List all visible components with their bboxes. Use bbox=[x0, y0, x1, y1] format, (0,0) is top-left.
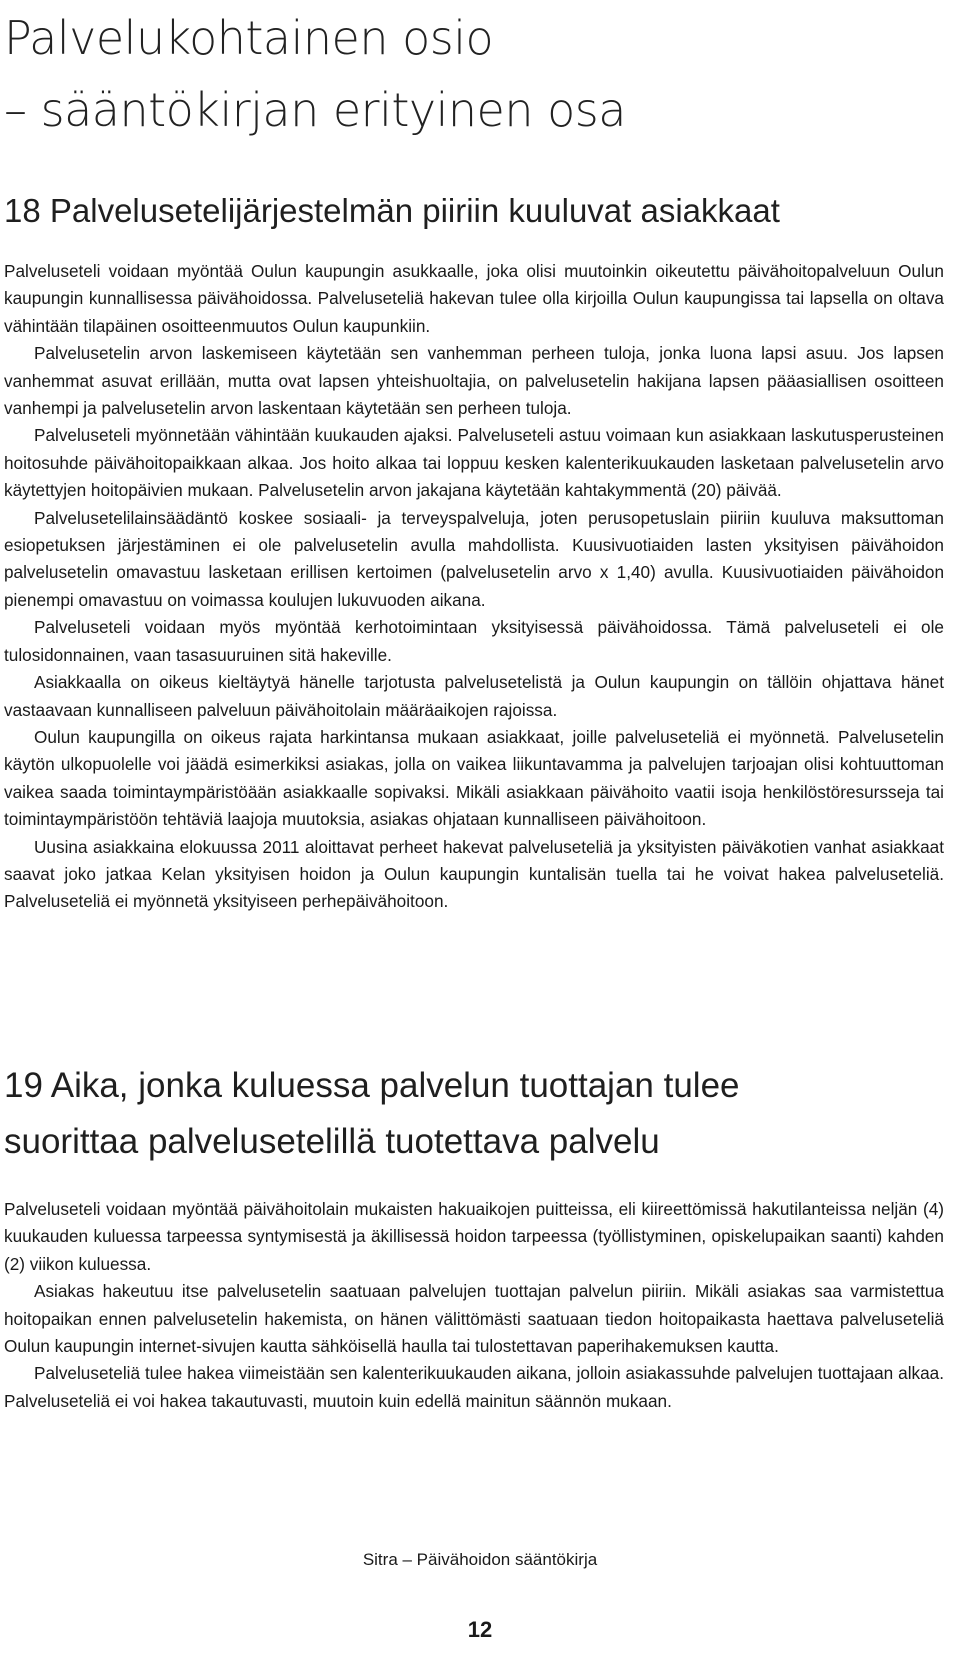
paragraph: Palveluseteliä tulee hakea viimeistään sen kalenterikuukauden aikana, jolloin asiakassuhde palvelujen tuottajaan alkaa. Palveluseteliä ei voi hakea takautuvasti, muutoin kuin edellä mainitun säännön mukaan. bbox=[4, 1363, 944, 1411]
paragraph: Uusina asiakkaina elokuussa 2011 aloittavat perheet hakevat palveluseteliä ja yksityisten päiväkotien vanhat asiakkaat saavat joko jatkaa Kelan yksityisen hoidon ja Oulun kaupungin kuntalisän tuella tai he voivat hakea palveluseteliä. Palveluseteliä ei myönnetä yksityiseen perhepäivähoitoon. bbox=[4, 836, 944, 912]
paragraph: Palveluseteli myönnetään vähintään kuukauden ajaksi. Palveluseteli astuu voimaan kun asiakkaan laskutusperusteinen hoitosuhde päivähoitopaikkaan alkaa. Jos hoito alkaa tai loppuu kesken kalenterikuukauden lasketaan palvelusetelin arvo käytettyjen hoitopäivien mukaan. Palvelusetelin arvon jakajana käytetään kahtakymmentä (20) päivää. bbox=[4, 425, 944, 501]
section-19-heading bbox=[4, 1058, 944, 1170]
paragraph: Oulun kaupungilla on oikeus rajata harkintansa mukaan asiakkaat, joille palveluseteliä ei myönnetä. Palvelusetelin käytön ulkopuolelle voi jäädä esimerkiksi asiakas, jolla on vaikea liikuntavamma ja palvelujen tarjoajan olisi kohtuuttoman vaikea saada toimintaympäristöään asiakkaalle sopivaksi. Mikäli asiakkaan päivähoito vaatii isoja henkilöstöresursseja tai toimintaympäristöön tehtäviä laajoja muutoksia, asiakas ohjataan kunnalliseen päivähoitoon. bbox=[4, 726, 944, 830]
paragraph: Palveluseteli voidaan myös myöntää kerhotoimintaan yksityisessä päivähoidossa. Tämä palveluseteli ei ole tulosidonnainen, vaan tasasuuruinen sitä hakeville. bbox=[4, 617, 944, 665]
section-18-heading: 18 Palvelusetelijärjestelmän piiriin kuuluvat asiakkaat bbox=[4, 192, 780, 229]
paragraph: Palveluseteli voidaan myöntää päivähoitolain mukaisten hakuaikojen puitteissa, eli kiireettömissä hakutilanteissa neljän (4) kuukauden kuluessa tarpeessa syntymisestä ja äkillisessä hoidon tarpeessa (työllistyminen, opiskelupaikan saanti) kahden (2) viikon kuluessa. bbox=[4, 1199, 944, 1274]
page-title bbox=[4, 2, 944, 146]
title-line-2: – sääntökirjan erityinen osa bbox=[4, 83, 626, 137]
page-number: 12 bbox=[467, 1617, 493, 1642]
section-19-heading-line-1: 19 Aika, jonka kuluessa palvelun tuottajan tulee bbox=[4, 1066, 740, 1105]
paragraph: Palveluseteli voidaan myöntää Oulun kaupungin asukkaalle, joka olisi muutoinkin oikeutettu päivähoitopalveluun Oulun kaupungin kunnallisessa päivähoidossa. Palveluseteliä hakevan tulee olla kirjoilla Oulun kaupungissa tai lapsella on oltava vähintään tilapäinen osoitteenmuutos Oulun kaupunkiin. bbox=[4, 261, 944, 336]
section-19-body bbox=[4, 1196, 944, 1415]
section-18-body bbox=[4, 258, 944, 916]
footer-publication-title: Sitra – Päivähoidon sääntökirja bbox=[362, 1550, 598, 1569]
paragraph: Asiakkaalla on oikeus kieltäytyä hänelle tarjotusta palvelusetelistä ja Oulun kaupungin on tällöin ohjattava hänet vastaavaan kunnalliseen palveluun päivähoitolain määräaikojen rajoissa. bbox=[4, 672, 944, 720]
paragraph: Asiakas hakeutuu itse palvelusetelin saatuaan palvelujen tuottajan palvelun piiriin. Mikäli asiakas saa varmistettua hoitopaikan ennen palvelusetelin hakemista, on hänen välittömästi saatuaan tiedon hoitopaikasta haettava palveluseteliä Oulun kaupungin internet-sivujen kautta sähköisellä haulla tai tulostettavan paperihakemuksen kautta. bbox=[4, 1281, 944, 1357]
paragraph: Palvelusetelilainsäädäntö koskee sosiaali- ja terveyspalveluja, joten perusopetuslain piiriin kuuluva maksuttoman esiopetuksen järjestäminen ei ole palvelusetelin avulla mahdollista. Kuusivuotiaiden lasten yksityisen päivähoidon palvelusetelin omavastuu lasketaan erillisen kertoimen (palvelusetelin arvo x 1,40) avulla. Kuusivuotiaiden päivähoidon pienempi omavastuu on voimassa koulujen lukuvuoden aikana. bbox=[4, 507, 944, 610]
paragraph: Palvelusetelin arvon laskemiseen käytetään sen vanhemman perheen tuloja, jonka luona lapsi asuu. Jos lapsen vanhemmat asuvat erillään, mutta ovat lapsen yhteishuoltajia, on palvelusetelin hakijana lapsen pääasiallisen osoitteen vanhempi ja palvelusetelin arvon laskentaan käytetään sen perheen tuloja. bbox=[4, 343, 944, 419]
title-line-1: Palvelukohtainen osio bbox=[4, 11, 494, 65]
section-19-heading-line-2: suorittaa palvelusetelillä tuotettava palvelu bbox=[4, 1122, 660, 1161]
